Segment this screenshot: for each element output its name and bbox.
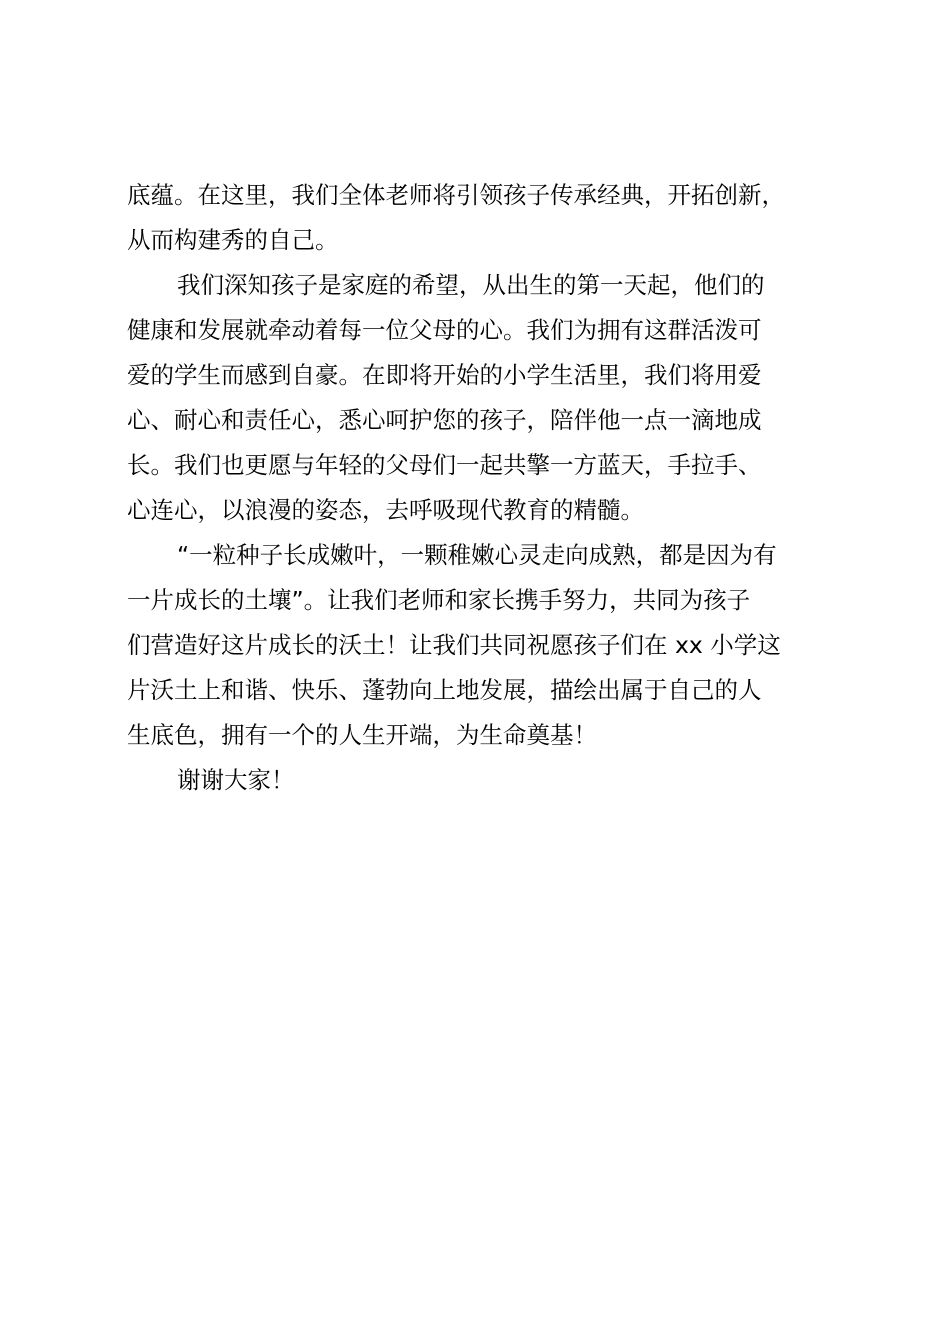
paragraph-line: 一片成长的土壤”。让我们老师和家长携手努力，共同为孩子 bbox=[127, 586, 751, 614]
paragraph-line: 们营造好这片成长的沃土！让我们共同祝愿孩子们在 xx 小学这 bbox=[127, 631, 781, 659]
closing-thanks: 谢谢大家！ bbox=[177, 766, 295, 794]
paragraph-line: 心连心，以浪漫的姿态，去呼吸现代教育的精髓。 bbox=[127, 496, 644, 524]
paragraph-3 bbox=[127, 533, 867, 758]
paragraph-line: 长。我们也更愿与年轻的父母们一起共擎一方蓝天，手拉手、 bbox=[127, 451, 762, 479]
paragraph-line: 我们深知孩子是家庭的希望，从出生的第一天起，他们的 bbox=[177, 271, 765, 299]
paragraph-1 bbox=[127, 173, 867, 263]
paragraph-line: 心、耐心和责任心，悉心呵护您的孩子，陪伴他一点一滴地成 bbox=[127, 406, 762, 434]
paragraph-4 bbox=[127, 758, 867, 803]
paragraph-line: 从而构建秀的自己。 bbox=[127, 226, 339, 254]
document-body bbox=[127, 173, 867, 803]
paragraph-line: “一粒种子长成嫩叶，一颗稚嫩心灵走向成熟，都是因为有 bbox=[177, 541, 777, 569]
paragraph-line: 片沃土上和谐、快乐、蓬勃向上地发展，描绘出属于自己的人 bbox=[127, 676, 762, 704]
paragraph-line: 健康和发展就牵动着每一位父母的心。我们为拥有这群活泼可 bbox=[127, 316, 762, 344]
paragraph-2 bbox=[127, 263, 867, 533]
paragraph-line: 爱的学生而感到自豪。在即将开始的小学生活里，我们将用爱 bbox=[127, 361, 762, 389]
paragraph-line: 生底色，拥有一个的人生开端，为生命奠基！ bbox=[127, 721, 597, 749]
paragraph-line: 底蕴。在这里，我们全体老师将引领孩子传承经典，开拓创新， bbox=[127, 181, 785, 209]
